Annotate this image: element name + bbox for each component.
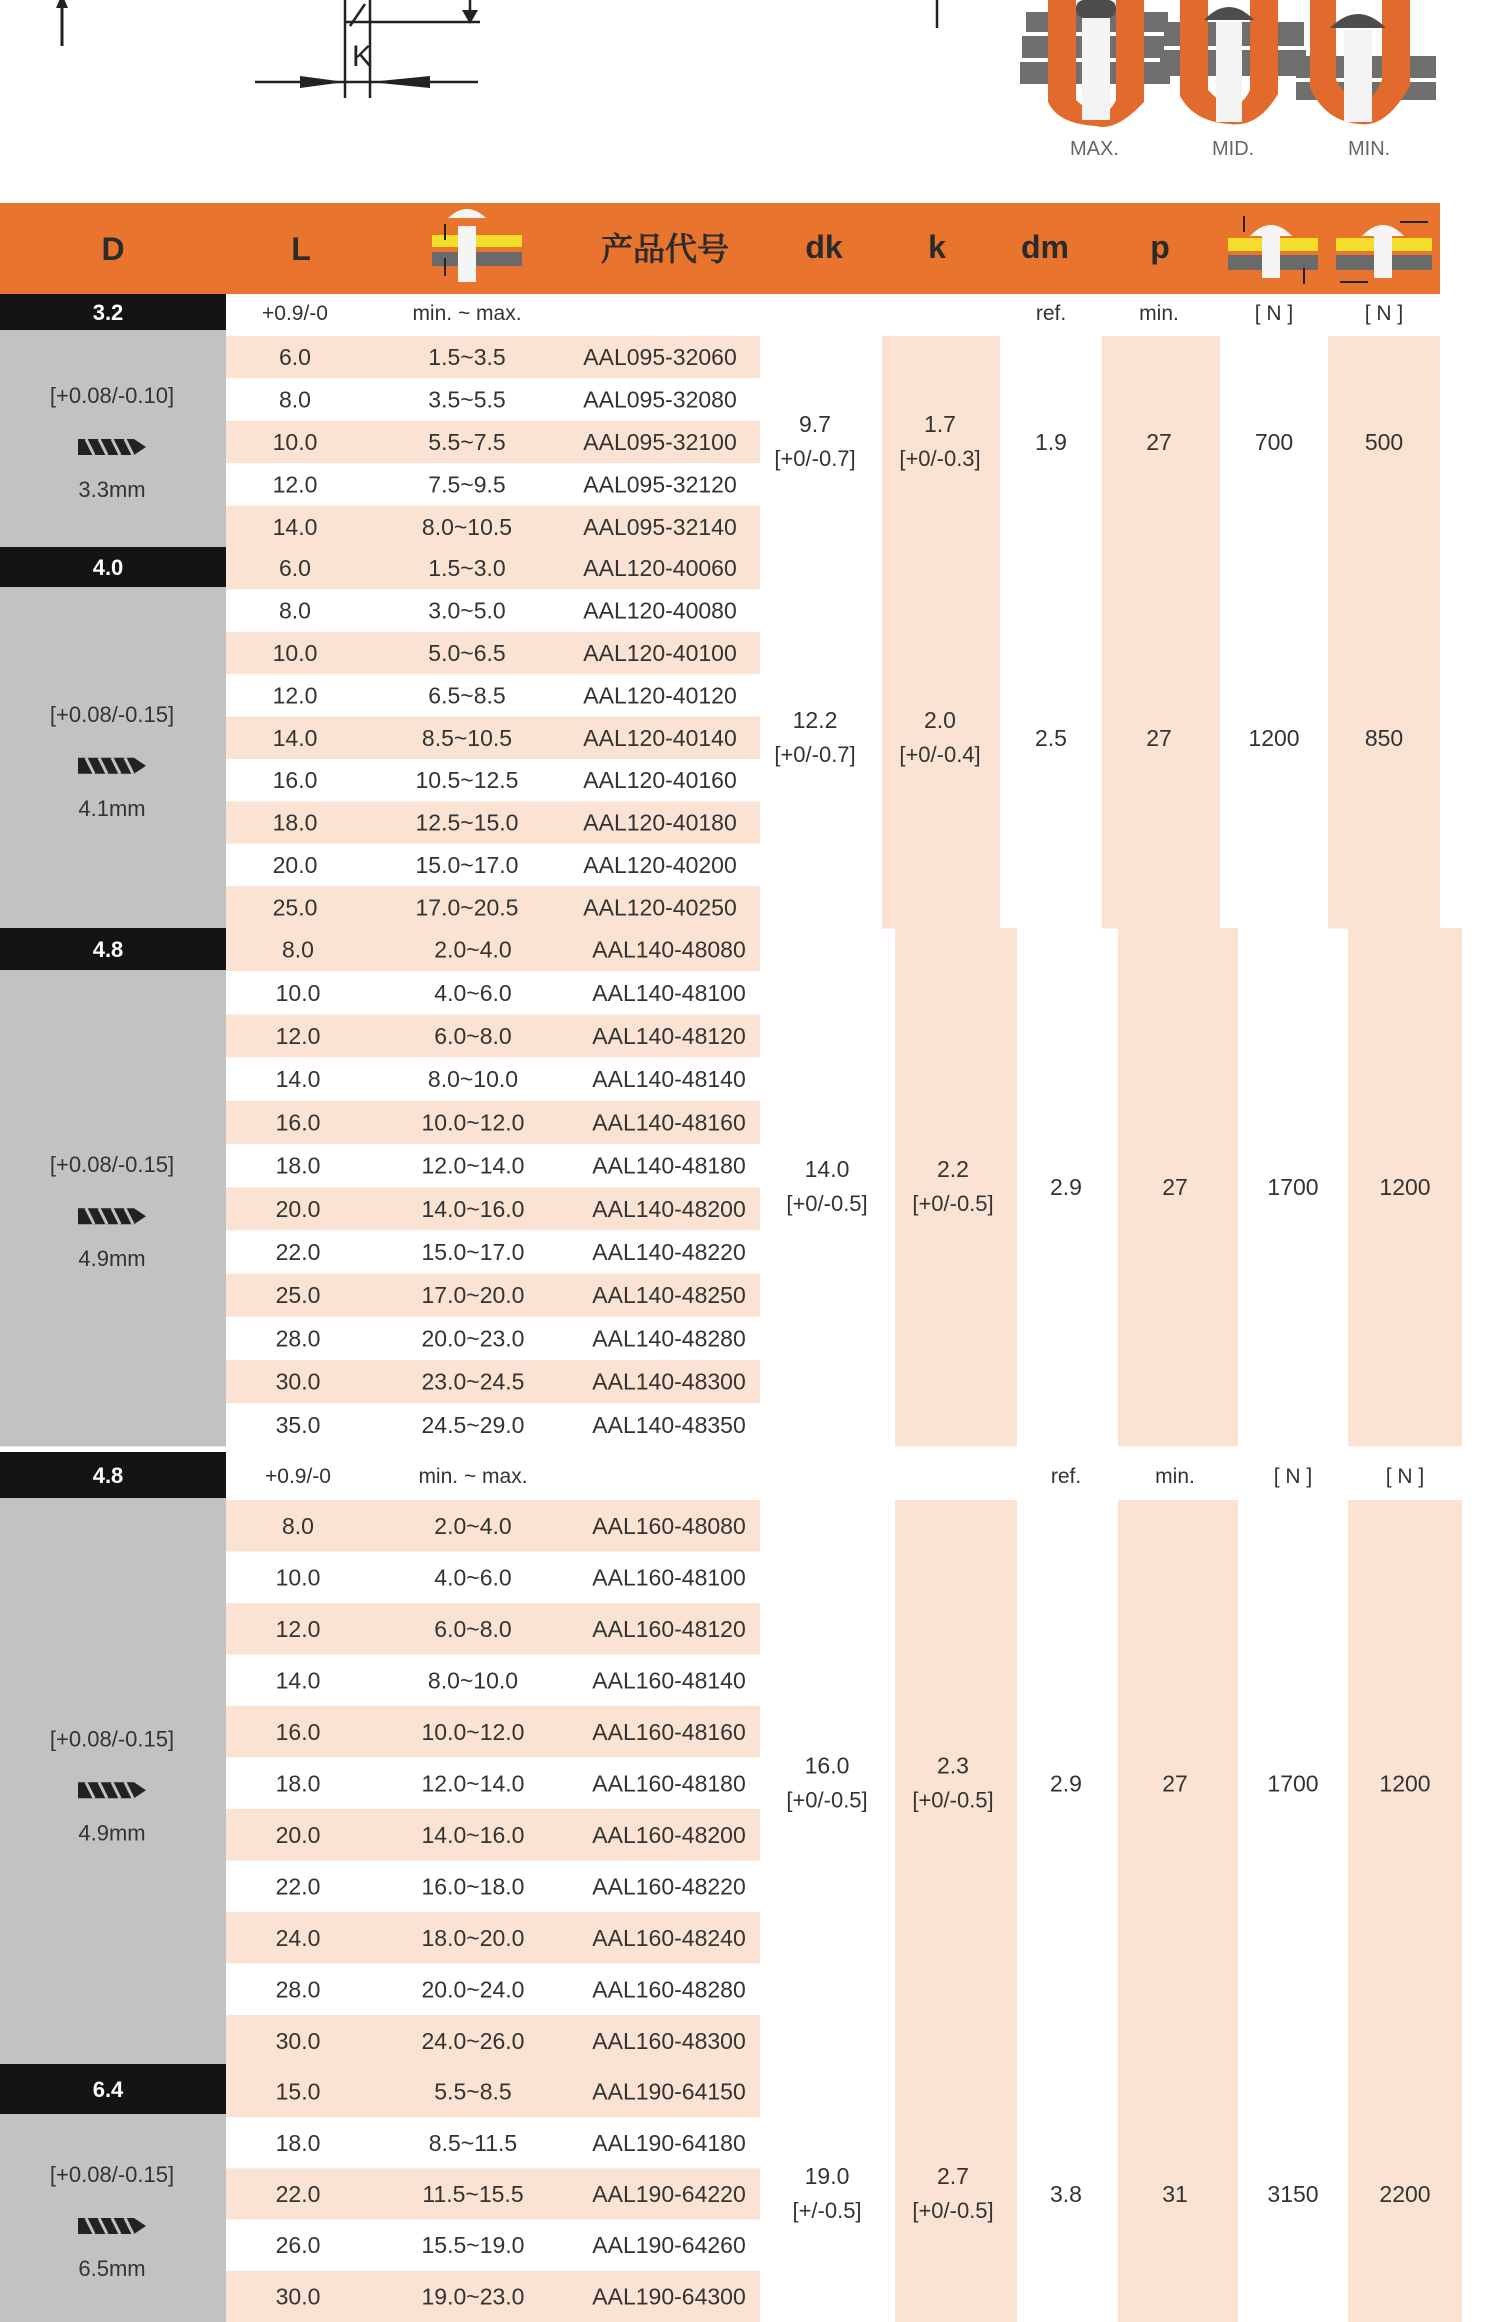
column-background-k [895, 2066, 1017, 2322]
grip-range-value: 8.0~10.5 [421, 513, 513, 540]
product-code: AAL190-64260 [592, 2232, 746, 2259]
column-background-k [882, 547, 1000, 929]
p-value: 31 [1162, 2181, 1188, 2207]
grip-range-value: 12.0~14.0 [421, 1770, 525, 1797]
dm-value: 2.9 [1050, 1174, 1082, 1201]
dm-value: 2.9 [1050, 1770, 1082, 1797]
header-col-dk: dk [805, 229, 843, 265]
length-value: 12.0 [275, 1023, 321, 1049]
length-value: 30.0 [275, 2027, 321, 2054]
grip-range-value: 8.0~10.0 [427, 1667, 519, 1694]
product-code: AAL120-40100 [583, 640, 737, 666]
length-value: 30.0 [275, 1368, 321, 1395]
grip-range-value: 1.5~3.0 [428, 555, 506, 582]
product-code: AAL095-32060 [583, 344, 737, 371]
subheader-grip-range: min. ~ max. [418, 1465, 528, 1488]
k-tolerance: [+0/-0.4] [899, 741, 981, 767]
grip-label-mid: MID. [1212, 138, 1255, 160]
grip-range-value: 17.0~20.0 [421, 1282, 525, 1309]
length-value: 14.0 [272, 724, 318, 751]
grip-range-value: 7.5~9.5 [428, 471, 506, 498]
grip-range-value: 15.5~19.0 [421, 2232, 525, 2259]
p-value: 27 [1146, 724, 1172, 751]
grip-range-value: 4.0~6.0 [434, 979, 512, 1006]
product-code: AAL120-40160 [583, 767, 737, 794]
length-value: 25.0 [275, 1282, 321, 1309]
grip-label-max: MAX. [1070, 138, 1119, 160]
length-value: 8.0 [279, 386, 311, 413]
tensile-value: 1700 [1267, 1770, 1319, 1797]
product-code: AAL140-48180 [592, 1152, 746, 1179]
grip-range-value: 2.0~4.0 [434, 936, 512, 963]
product-code: AAL160-48100 [592, 1564, 746, 1591]
k-value: 2.7 [937, 2163, 969, 2189]
dm-value: 2.5 [1035, 724, 1067, 751]
product-code: AAL160-48220 [592, 1873, 746, 1900]
grip-range-value: 19.0~23.0 [421, 2283, 525, 2310]
drill-bit-icon [78, 2218, 146, 2234]
grip-range-value: 16.0~18.0 [421, 1873, 525, 1900]
length-value: 16.0 [272, 767, 318, 794]
header-col-code: 产品代号 [600, 231, 730, 267]
shear-value: 1200 [1379, 1174, 1431, 1201]
length-value: 22.0 [275, 1239, 321, 1265]
drill-size: 4.9mm [78, 1246, 146, 1272]
size-label: 4.8 [92, 1463, 124, 1488]
length-value: 16.0 [275, 1718, 321, 1745]
grip-range-value: 5.0~6.5 [428, 640, 506, 666]
subheader-dm: ref. [1050, 1465, 1082, 1488]
length-value: 10.0 [275, 979, 321, 1006]
length-value: 8.0 [279, 597, 311, 624]
product-code: AAL120-40180 [583, 809, 737, 836]
length-value: 28.0 [275, 1976, 321, 2003]
k-value: 2.0 [924, 706, 956, 733]
dk-value: 14.0 [804, 1156, 850, 1183]
size-group-4-background [0, 1452, 1462, 2067]
length-value: 10.0 [272, 429, 318, 455]
grip-diagram-min [1296, 0, 1436, 124]
product-code: AAL160-48080 [592, 1512, 746, 1539]
grip-range-value: 23.0~24.5 [421, 1368, 525, 1395]
length-value: 6.0 [279, 344, 311, 371]
grip-label-min: MIN. [1348, 138, 1391, 160]
subheader-p: min. [1139, 302, 1179, 325]
product-code: AAL140-48100 [592, 979, 746, 1006]
product-code: AAL095-32120 [583, 471, 737, 498]
product-code: AAL140-48220 [592, 1239, 746, 1265]
product-code: AAL140-48080 [592, 936, 746, 963]
diameter-tolerance: [+0.08/-0.15] [49, 701, 175, 727]
grip-range-value: 8.5~11.5 [428, 2129, 518, 2156]
grip-range-diagram [1020, 0, 1436, 160]
length-value: 20.0 [272, 852, 318, 878]
length-value: 25.0 [272, 894, 318, 921]
dk-tolerance: [+0/-0.7] [774, 741, 856, 767]
dimension-diagram [56, 0, 937, 98]
diameter-tolerance: [+0.08/-0.15] [49, 2162, 175, 2187]
length-value: 15.0 [275, 2078, 321, 2105]
grip-range-value: 8.5~10.5 [421, 724, 513, 751]
subheader-length-tolerance: +0.9/-0 [265, 1465, 331, 1488]
size-label: 4.0 [92, 555, 124, 580]
product-code: AAL120-40080 [583, 597, 737, 624]
tensile-value: 700 [1254, 429, 1294, 455]
grip-range-value: 18.0~20.0 [421, 1924, 525, 1951]
product-code: AAL190-64220 [592, 2181, 746, 2207]
header-col-dm: dm [1021, 229, 1069, 265]
length-value: 8.0 [282, 936, 314, 963]
product-code: AAL140-48160 [592, 1109, 746, 1136]
product-code: AAL140-48280 [592, 1325, 746, 1352]
dk-tolerance: [+0/-0.7] [774, 446, 856, 471]
grip-diagram-max [1020, 0, 1170, 127]
diameter-tolerance: [+0.08/-0.15] [49, 1152, 175, 1178]
subheader-shear-unit: [ N ] [1364, 302, 1404, 325]
column-background-k [882, 336, 1000, 548]
dm-value: 3.8 [1050, 2181, 1082, 2207]
length-value: 14.0 [272, 513, 318, 540]
product-code: AAL095-32080 [583, 386, 737, 413]
length-value: 30.0 [275, 2283, 321, 2310]
length-value: 28.0 [275, 1325, 321, 1352]
length-value: 20.0 [275, 1821, 321, 1848]
k-value: 1.7 [924, 411, 956, 437]
grip-range-value: 14.0~16.0 [421, 1821, 525, 1848]
drill-bit-icon [78, 1782, 146, 1798]
grip-range-value: 6.5~8.5 [428, 682, 506, 709]
product-code: AAL095-32100 [583, 429, 737, 455]
p-value: 27 [1146, 429, 1172, 455]
length-value: 12.0 [272, 682, 318, 709]
product-code: AAL140-48300 [592, 1368, 746, 1395]
grip-range-value: 2.0~4.0 [434, 1512, 512, 1539]
length-value: 16.0 [275, 1109, 321, 1136]
k-arrow-left [300, 76, 345, 88]
grip-range-value: 3.5~5.5 [428, 386, 506, 413]
header-col-k: k [928, 229, 946, 265]
grip-range-value: 5.5~8.5 [434, 2078, 512, 2105]
table-header [0, 203, 1440, 294]
k-tolerance: [+0/-0.5] [912, 1191, 994, 1217]
dk-tolerance: [+0/-0.5] [786, 1191, 868, 1217]
length-value: 22.0 [275, 2181, 321, 2207]
product-code: AAL160-48140 [592, 1667, 746, 1694]
dm-value: 1.9 [1035, 429, 1067, 455]
grip-range-value: 20.0~24.0 [421, 1976, 525, 2003]
length-value: 12.0 [275, 1615, 321, 1642]
size-label: 3.2 [92, 300, 124, 325]
length-value: 20.0 [275, 1195, 321, 1222]
grip-range-value: 10.0~12.0 [421, 1718, 525, 1745]
product-code: AAL120-40200 [583, 852, 737, 878]
subheader-length-tolerance: +0.9/-0 [262, 302, 328, 325]
length-value: 18.0 [275, 1152, 321, 1179]
grip-range-value: 20.0~23.0 [421, 1325, 525, 1352]
product-code: AAL120-40120 [583, 682, 737, 709]
size-label: 4.8 [92, 937, 124, 962]
diameter-tolerance: [+0.08/-0.10] [49, 383, 175, 408]
k-value: 2.2 [937, 1156, 969, 1183]
length-value: 14.0 [275, 1667, 321, 1694]
grip-range-value: 6.0~8.0 [434, 1023, 512, 1049]
grip-range-value: 4.0~6.0 [434, 1564, 512, 1591]
length-value: 18.0 [272, 809, 318, 836]
k-tolerance: [+0/-0.3] [899, 446, 981, 471]
product-code: AAL160-48120 [592, 1615, 746, 1642]
grip-range-value: 1.5~3.5 [428, 344, 506, 371]
column-background-k [895, 1500, 1017, 2067]
length-value: 8.0 [282, 1512, 314, 1539]
product-code: AAL160-48180 [592, 1770, 746, 1797]
length-value: 6.0 [279, 555, 311, 582]
product-code: AAL140-48140 [592, 1066, 746, 1093]
size-group-1-background [0, 294, 1440, 548]
product-code: AAL160-48200 [592, 1821, 746, 1848]
length-value: 18.0 [275, 2129, 321, 2156]
header-col-L: L [291, 231, 311, 267]
length-value: 10.0 [275, 1564, 321, 1591]
shear-value: 1200 [1379, 1770, 1431, 1797]
grip-range-value: 12.5~15.0 [415, 809, 519, 836]
drill-size: 6.5mm [78, 2256, 146, 2281]
grip-range-value: 3.0~5.0 [428, 597, 506, 624]
subheader-shear-unit: [ N ] [1385, 1465, 1425, 1488]
grip-range-value: 15.0~17.0 [415, 852, 519, 878]
product-code: AAL190-64180 [592, 2129, 746, 2156]
k-tolerance: [+0/-0.5] [912, 1787, 994, 1813]
product-code: AAL160-48280 [592, 1976, 746, 2003]
grip-range-value: 10.0~12.0 [421, 1109, 525, 1136]
shear-value: 500 [1364, 429, 1404, 455]
spec-table [0, 203, 1462, 2322]
product-code: AAL160-48160 [592, 1718, 746, 1745]
grip-range-value: 5.5~7.5 [428, 429, 506, 455]
grip-range-value: 24.0~26.0 [421, 2027, 525, 2054]
column-background-k [895, 928, 1017, 1446]
product-code: AAL095-32140 [583, 513, 737, 540]
grip-range-value: 6.0~8.0 [434, 1615, 512, 1642]
grip-range-value: 11.5~15.5 [422, 2181, 524, 2207]
dimension-arrow-left [56, 0, 68, 46]
dk-value: 12.2 [792, 706, 838, 733]
length-value: 26.0 [275, 2232, 321, 2259]
subheader-p: min. [1155, 1465, 1195, 1488]
drill-size: 3.3mm [78, 477, 146, 502]
header-col-p: p [1150, 229, 1170, 265]
p-value: 27 [1162, 1770, 1188, 1797]
dk-value: 19.0 [804, 2163, 850, 2189]
product-code: AAL160-48240 [592, 1924, 746, 1951]
product-code: AAL190-64150 [592, 2078, 746, 2105]
drill-bit-icon [78, 758, 146, 774]
subheader-tensile-unit: [ N ] [1273, 1465, 1313, 1488]
product-code: AAL120-40060 [583, 555, 737, 582]
grip-range-value: 12.0~14.0 [421, 1152, 525, 1179]
tensile-value: 3150 [1267, 2181, 1319, 2207]
size-label: 6.4 [92, 2077, 124, 2102]
subheader-dm: ref. [1035, 302, 1067, 325]
dk-value: 9.7 [799, 411, 831, 437]
product-code: AAL160-48300 [592, 2027, 746, 2054]
length-value: 18.0 [275, 1770, 321, 1797]
product-code: AAL120-40250 [583, 894, 737, 921]
length-value: 14.0 [275, 1066, 321, 1093]
header-col-D: D [101, 231, 125, 267]
p-value: 27 [1162, 1174, 1188, 1201]
grip-range-value: 15.0~17.0 [421, 1239, 525, 1265]
shear-value: 2200 [1379, 2181, 1431, 2207]
diameter-tolerance: [+0.08/-0.15] [49, 1726, 175, 1752]
drill-bit-icon [78, 439, 146, 455]
length-value: 12.0 [272, 471, 318, 498]
drill-size: 4.1mm [78, 795, 146, 821]
length-value: 35.0 [275, 1411, 321, 1438]
tensile-value: 1200 [1248, 724, 1300, 751]
length-value: 10.0 [272, 640, 318, 666]
grip-range-value: 17.0~20.5 [415, 894, 519, 921]
dk-tolerance: [+/-0.5] [792, 2198, 862, 2223]
product-code: AAL120-40140 [583, 724, 737, 751]
subheader-grip-range: min. ~ max. [412, 302, 522, 325]
shear-value: 850 [1364, 724, 1404, 751]
grip-range-value: 8.0~10.0 [427, 1066, 519, 1093]
k-value: 2.3 [937, 1752, 969, 1779]
product-code: AAL140-48200 [592, 1195, 746, 1222]
grip-diagram-mid [1160, 0, 1306, 124]
subheader-tensile-unit: [ N ] [1254, 302, 1294, 325]
grip-range-value: 24.5~29.0 [421, 1411, 525, 1438]
grip-range-value: 14.0~16.0 [421, 1195, 525, 1222]
k-dimension-label: K [352, 40, 373, 73]
dk-value: 16.0 [804, 1752, 850, 1779]
product-code: AAL140-48120 [592, 1023, 746, 1049]
drill-bit-icon [78, 1208, 146, 1224]
k-arrow-right [370, 76, 430, 88]
product-code: AAL140-48250 [592, 1282, 746, 1309]
length-value: 22.0 [275, 1873, 321, 1900]
product-code: AAL190-64300 [592, 2283, 746, 2310]
dk-tolerance: [+0/-0.5] [786, 1787, 868, 1813]
grip-range-value: 10.5~12.5 [415, 767, 519, 794]
product-code: AAL140-48350 [592, 1411, 746, 1438]
k-tolerance: [+0/-0.5] [912, 2198, 994, 2223]
drill-size: 4.9mm [78, 1820, 146, 1846]
tensile-value: 1700 [1267, 1174, 1319, 1201]
length-value: 24.0 [275, 1924, 321, 1951]
